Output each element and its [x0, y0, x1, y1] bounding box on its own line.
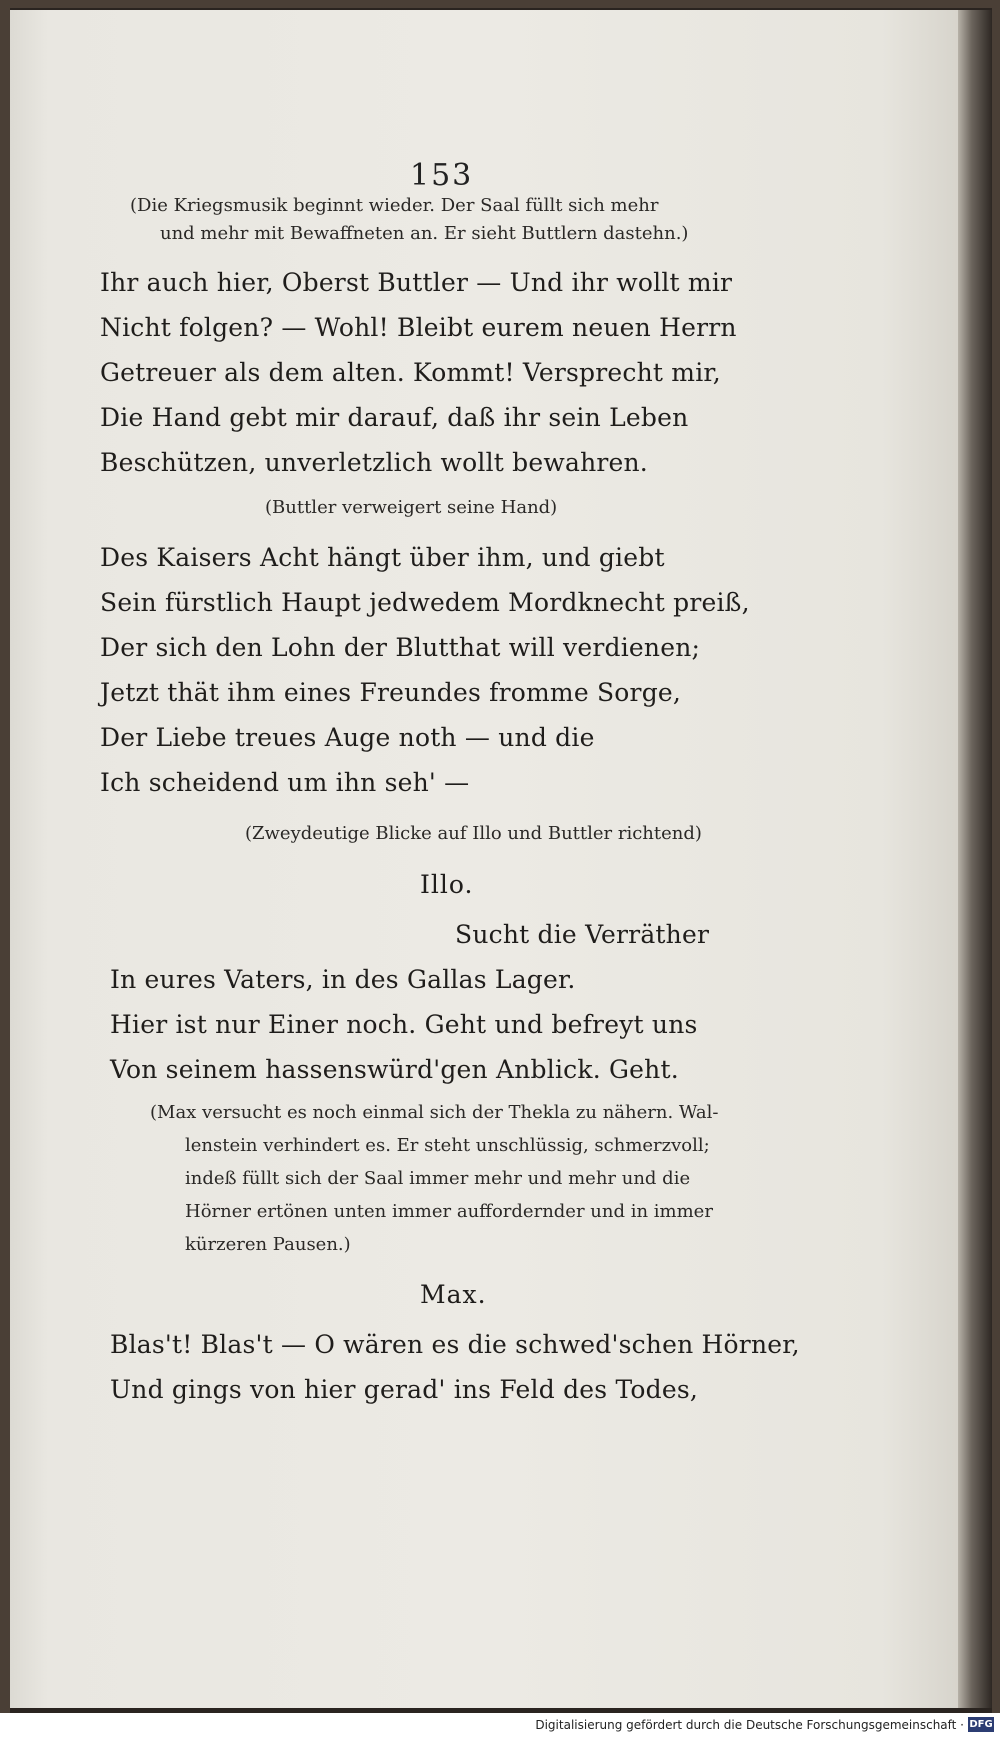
book-page [10, 10, 958, 1708]
speaker-name: Max. [420, 1280, 487, 1309]
dfg-logo: DFG [969, 1719, 993, 1730]
verse-line: Der sich den Lohn der Blutthat will verdienen; [100, 633, 701, 662]
verse-line: Die Hand gebt mir darauf, daß ihr sein Leben [100, 403, 689, 432]
stage-direction-line: (Buttler verweigert seine Hand) [265, 497, 558, 518]
verse-line: Blas't! Blas't — O wären es die schwed'schen Hörner, [110, 1330, 800, 1359]
stage-direction-line: (Die Kriegsmusik beginnt wieder. Der Saal füllt sich mehr [130, 195, 659, 216]
verse-line: Ihr auch hier, Oberst Buttler — Und ihr wollt mir [100, 268, 733, 297]
verse-line: Sein fürstlich Haupt jedwedem Mordknecht preiß, [100, 588, 750, 617]
verse-line: Der Liebe treues Auge noth — und die [100, 723, 595, 752]
verse-line: Des Kaisers Acht hängt über ihm, und giebt [100, 543, 665, 572]
verse-line: Beschützen, unverletzlich wollt bewahren. [100, 448, 648, 477]
stage-direction-line: (Zweydeutige Blicke auf Illo und Buttler richtend) [245, 823, 702, 844]
stage-direction-line: und mehr mit Bewaffneten an. Er sieht Buttlern dastehn.) [160, 223, 689, 244]
stage-direction-line: Hörner ertönen unten immer auffordernder und in immer [185, 1201, 713, 1222]
stage-direction-line: kürzeren Pausen.) [185, 1234, 351, 1255]
stage-direction-line: lenstein verhindert es. Er steht unschlüssig, schmerzvoll; [185, 1135, 710, 1156]
funding-credit: Digitalisierung gefördert durch die Deutsche Forschungsgemeinschaft · [535, 1718, 964, 1732]
verse-line: Hier ist nur Einer noch. Geht und befreyt uns [110, 1010, 698, 1039]
page-number: 153 [410, 158, 474, 193]
verse-line: Und gings von hier gerad' ins Feld des Todes, [110, 1375, 699, 1404]
stage-direction-line: (Max versucht es noch einmal sich der Thekla zu nähern. Wal- [150, 1102, 719, 1123]
verse-line: Ich scheidend um ihn seh' — [100, 768, 470, 797]
verse-line: Sucht die Verräther [455, 920, 710, 949]
speaker-name: Illo. [420, 870, 474, 899]
verse-line: Getreuer als dem alten. Kommt! Versprecht mir, [100, 358, 721, 387]
page-side-shadow [958, 10, 992, 1708]
stage-direction-line: indeß füllt sich der Saal immer mehr und mehr und die [185, 1168, 691, 1189]
verse-line: In eures Vaters, in des Gallas Lager. [110, 965, 576, 994]
verse-line: Jetzt thät ihm eines Freundes fromme Sorge, [100, 678, 682, 707]
verse-line: Nicht folgen? — Wohl! Bleibt eurem neuen Herrn [100, 313, 737, 342]
verse-line: Von seinem hassenswürd'gen Anblick. Geht. [110, 1055, 679, 1084]
